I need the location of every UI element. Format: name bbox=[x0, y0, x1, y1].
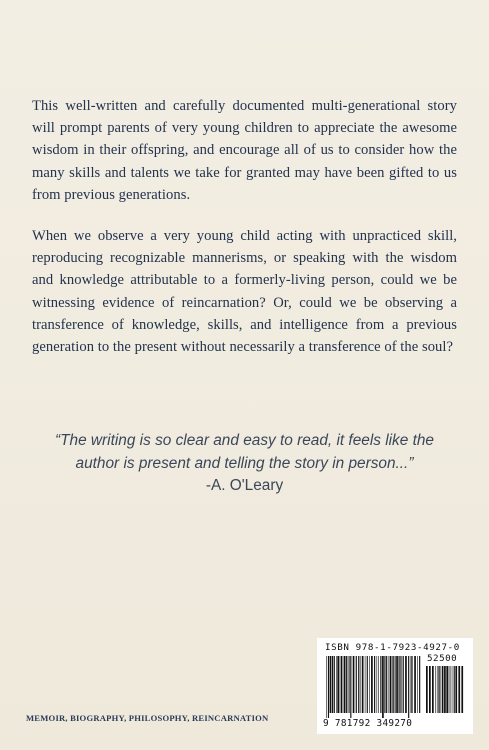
barcode-addon-bars bbox=[425, 666, 465, 718]
barcode-bar bbox=[389, 656, 390, 713]
barcode-bar bbox=[362, 656, 364, 713]
barcode-bar bbox=[403, 656, 404, 713]
barcode-bar bbox=[414, 656, 416, 713]
barcode-bar bbox=[401, 656, 402, 713]
barcode-bar bbox=[340, 656, 341, 713]
barcode-bar bbox=[367, 656, 368, 713]
barcode-bar bbox=[432, 666, 434, 713]
barcode-bar bbox=[429, 666, 431, 713]
testimonial-quote bbox=[16, 430, 473, 475]
barcode-bar bbox=[343, 656, 344, 713]
barcode-digits: 9 781792 349270 bbox=[323, 718, 413, 729]
category-label: MEMOIR, BIOGRAPHY, PHILOSOPHY, REINCARNATION bbox=[26, 713, 269, 723]
barcode-bar bbox=[411, 656, 412, 713]
barcode-bar bbox=[330, 656, 332, 713]
barcode-bar bbox=[417, 656, 418, 713]
quote-line-2: author is present and telling the story in person...” bbox=[75, 454, 414, 472]
quote-attribution: -A. O'Leary bbox=[205, 477, 284, 494]
barcode-bar bbox=[353, 656, 355, 713]
price-code: 52500 bbox=[427, 653, 458, 664]
barcode-bar bbox=[442, 666, 444, 713]
barcode-bar bbox=[395, 656, 396, 713]
barcode-bar bbox=[412, 656, 413, 713]
barcode-bar bbox=[435, 666, 436, 713]
barcode-bar bbox=[399, 656, 400, 713]
barcode-bars bbox=[325, 656, 421, 718]
barcode-bar bbox=[341, 656, 342, 713]
barcode-bar bbox=[458, 666, 460, 713]
description-paragraph-1: This well-written and carefully documented multi-generational story will prompt parents of very young children to appreciate the awesome wisdom in their offspring, and encourage all of us to consider how the many skills and talents we take for granted may have been gifted to us from previous generations. bbox=[32, 98, 457, 203]
barcode-bar bbox=[378, 656, 379, 713]
barcode-bar bbox=[461, 666, 463, 713]
barcode-bar bbox=[438, 666, 439, 713]
barcode-bar bbox=[455, 666, 457, 713]
barcode-bar bbox=[384, 656, 385, 713]
barcode-bar bbox=[419, 656, 420, 713]
barcode-bar bbox=[444, 666, 446, 713]
barcode-bar bbox=[396, 656, 398, 713]
barcode-bar bbox=[400, 656, 401, 713]
barcode-bar bbox=[393, 656, 394, 713]
barcode-bar bbox=[454, 666, 455, 713]
barcode-bar bbox=[386, 656, 387, 713]
description-paragraph-2: When we observe a very young child acting with unpracticed skill, reproducing recognizable mannerisms, or speaking with the wisdom and knowledge attributable to a formerly-living person, could we be witnessing evidence of reincarnation? Or, could we be observing a transference of knowledge, skills, and intelligence from a previous generation to the present without necessarily a transference of the soul? bbox=[32, 228, 457, 356]
barcode-bar bbox=[358, 656, 359, 713]
barcode-bar bbox=[334, 656, 335, 713]
isbn-barcode bbox=[317, 638, 473, 734]
barcode-bar bbox=[437, 666, 438, 713]
barcode-bar bbox=[371, 656, 373, 713]
barcode-bar bbox=[446, 666, 448, 713]
barcode-bar bbox=[382, 656, 384, 718]
barcode-bar bbox=[350, 656, 351, 718]
barcode-bar bbox=[328, 656, 329, 718]
barcode-bar bbox=[336, 656, 337, 713]
barcode-bar bbox=[405, 656, 407, 713]
barcode-bar bbox=[348, 656, 349, 713]
quote-line-1: “The writing is so clear and easy to read, it feels like the bbox=[55, 432, 434, 449]
barcode-bar bbox=[365, 656, 366, 713]
barcode-bar bbox=[390, 656, 392, 713]
barcode-bar bbox=[408, 656, 409, 718]
barcode-bar bbox=[349, 656, 350, 713]
barcode-bar bbox=[337, 656, 339, 713]
barcode-bar bbox=[360, 656, 361, 713]
barcode-bar bbox=[392, 656, 393, 713]
barcode-bar bbox=[377, 656, 378, 713]
barcode-bar bbox=[426, 666, 428, 713]
barcode-bar bbox=[450, 666, 451, 713]
barcode-bar bbox=[356, 656, 357, 713]
barcode-bar bbox=[369, 656, 370, 713]
barcode-bar bbox=[344, 656, 346, 713]
barcode-bar bbox=[332, 656, 333, 713]
barcode-bar bbox=[449, 666, 450, 713]
barcode-bar bbox=[374, 656, 375, 713]
isbn-number: ISBN 978-1-7923-4927-0 bbox=[325, 642, 460, 653]
barcode-bar bbox=[380, 656, 381, 713]
barcode-bar bbox=[439, 666, 440, 713]
barcode-bar bbox=[326, 656, 327, 718]
barcode-bar bbox=[452, 666, 453, 713]
barcode-bar bbox=[346, 656, 347, 713]
